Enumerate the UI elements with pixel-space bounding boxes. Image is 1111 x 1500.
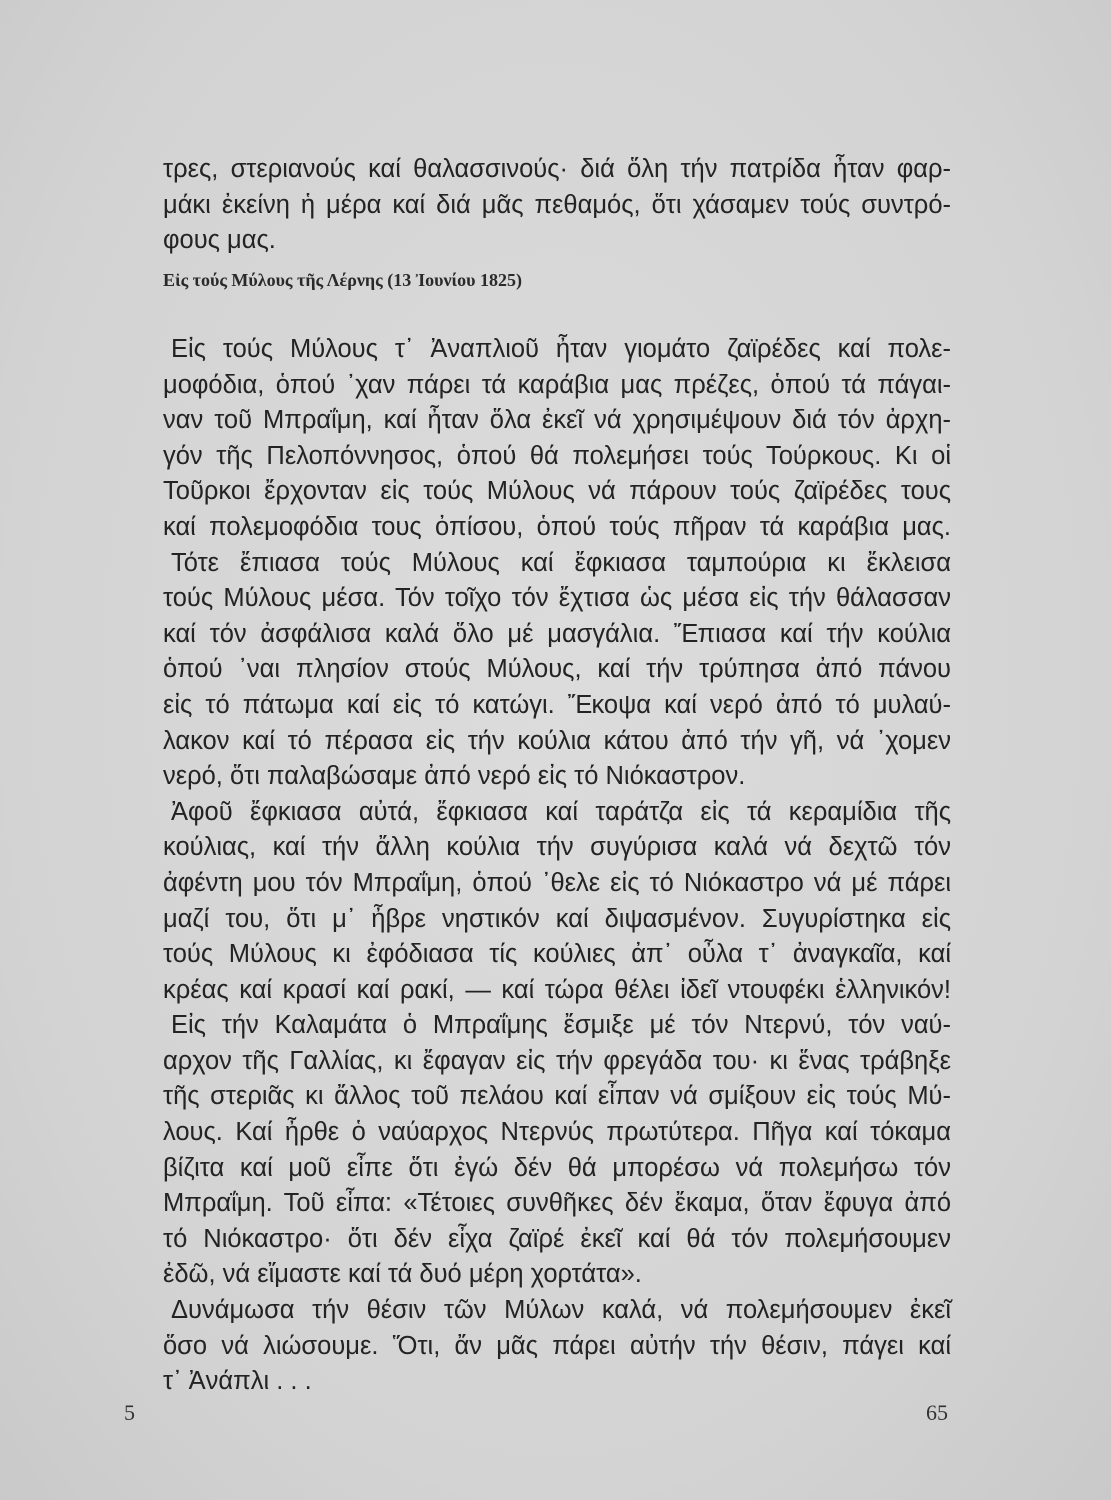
text-line: ἐδῶ, νά εἴμαστε καί τά δυό μέρη χορτάτα». [163,1260,642,1289]
text-line: Τοῦρκοι ἔρχονταν εἰς τούς Μύλους νά πάρουν τούς ζαϊρέδες τους [163,477,951,506]
text-line: βίζιτα καί μοῦ εἶπε ὅτι ἐγώ δέν θά μπορέσω νά πολεμήσω τόν [163,1153,951,1182]
text-line: λακον καί τό πέρασα εἰς τήν κούλια κάτου ἀπό τήν γῆ, νά ᾽χομεν [163,726,951,755]
text-line: εἰς τό πάτωμα καί εἰς τό κατώγι. Ἔκοψα καί νερό ἀπό τό μυλαύ- [163,690,951,719]
text-line: τούς Μύλους μέσα. Τόν τοῖχο τόν ἔχτισα ὡς μέσα εἰς τήν θάλασσαν [163,584,951,613]
signature-mark: 5 [124,1400,135,1425]
text-line: κρέας καί κρασί καί ρακί, — καί τώρα θέλει ἰδεῖ ντουφέκι ἑλληνικόν! [163,975,951,1004]
text-line: Τότε ἔπιασα τούς Μύλους καί ἔφκιασα ταμπούρια κι ἔκλεισα [171,548,951,577]
text-line: ὅσο νά λιώσουμε. Ὅτι, ἄν μᾶς πάρει αὐτήν τήν θέσιν, πάγει καί [163,1331,951,1360]
text-line: κούλιας, καί τήν ἄλλη κούλια τήν συγύρισα καλά νά δεχτῶ τόν [163,833,951,862]
text-line: ναν τοῦ Μπραΐμη, καί ἦταν ὅλα ἐκεῖ νά χρησιμέψουν διά τόν ἀρχη- [163,406,951,435]
continued-paragraph [163,152,951,259]
text-line: Εἰς τούς Μύλους τ᾽ Ἀναπλιοῦ ἦταν γιομάτο ζαϊρέδες καί πολε- [171,335,951,363]
text-line: τρες, στεριανούς καί θαλασσινούς· διά ὅλη τήν πατρίδα ἦταν φαρ- [163,155,951,183]
text-line: καί πολεμοφόδια τους ὀπίσου, ὁπού τούς πῆραν τά καράβια μας. [163,512,951,541]
section-body [163,332,951,1400]
text-line: νερό, ὅτι παλαβώσαμε ἀπό νερό εἰς τό Νιόκαστρον. [163,762,746,791]
text-line: τῆς στεριᾶς κι ἄλλος τοῦ πελάου καί εἶπαν νά σμίξουν εἰς τούς Μύ- [163,1082,951,1111]
text-line: μοφόδια, ὁπού ᾽χαν πάρει τά καράβια μας πρέζες, ὁπού τά πάγαι- [163,370,951,399]
text-line: γόν τῆς Πελοπόννησος, ὁπού θά πολεμήσει τούς Τούρκους. Κι οἱ [163,441,951,470]
text-line: μαζί του, ὅτι μ᾽ ἦβρε νηστικόν καί διψασμένον. Συγυρίστηκα εἰς [163,904,951,933]
text-line: φους μας. [163,226,276,255]
text-line: τ᾽ Ἀνάπλι . . . [163,1367,312,1396]
section-heading: Εἰς τούς Μύλους τῆς Λέρνης (13 Ἰουνίου 1825) [163,270,522,290]
text-line: ὁπού ᾽ναι πλησίον στούς Μύλους, καί τήν τρύπησα ἀπό πάνου [163,655,951,684]
text-line: μάκι ἐκείνη ἡ μέρα καί διά μᾶς πεθαμός, ὅτι χάσαμεν τούς συντρό- [163,190,951,219]
text-line: Μπραΐμη. Τοῦ εἶπα: «Τέτοιες συνθῆκες δέν ἔκαμα, ὅταν ἔφυγα ἀπό [163,1189,951,1218]
text-line: αρχον τῆς Γαλλίας, κι ἔφαγαν εἰς τήν φρεγάδα του· κι ἕνας τράβηξε [163,1046,951,1075]
text-line: καί τόν ἀσφάλισα καλά ὅλο μέ μασγάλια. Ἔπιασα καί τήν κούλια [163,619,951,648]
text-line: τούς Μύλους κι ἐφόδιασα τίς κούλιες ἀπ᾽ οὖλα τ᾽ ἀναγκαῖα, καί [163,940,951,969]
page-number: 65 [926,1400,948,1425]
text-line: λους. Καί ἦρθε ὁ ναύαρχος Ντερνύς πρωτύτερα. Πῆγα καί τόκαμα [163,1118,951,1147]
text-line: ἀφέντη μου τόν Μπραΐμη, ὁπού ᾽θελε εἰς τό Νιόκαστρο νά μέ πάρει [163,868,951,897]
text-line: τό Νιόκαστρο· ὅτι δέν εἶχα ζαϊρέ ἐκεῖ καί θά τόν πολεμήσουμεν [163,1224,951,1253]
text-line: Δυνάμωσα τήν θέσιν τῶν Μύλων καλά, νά πολεμήσουμεν ἐκεῖ [171,1296,951,1325]
text-line: Εἰς τήν Καλαμάτα ὁ Μπραΐμης ἔσμιξε μέ τόν Ντερνύ, τόν ναύ- [171,1011,951,1040]
text-line: Ἀφοῦ ἔφκιασα αὐτά, ἔφκιασα καί ταράτζα εἰς τά κεραμίδια τῆς [171,797,951,826]
